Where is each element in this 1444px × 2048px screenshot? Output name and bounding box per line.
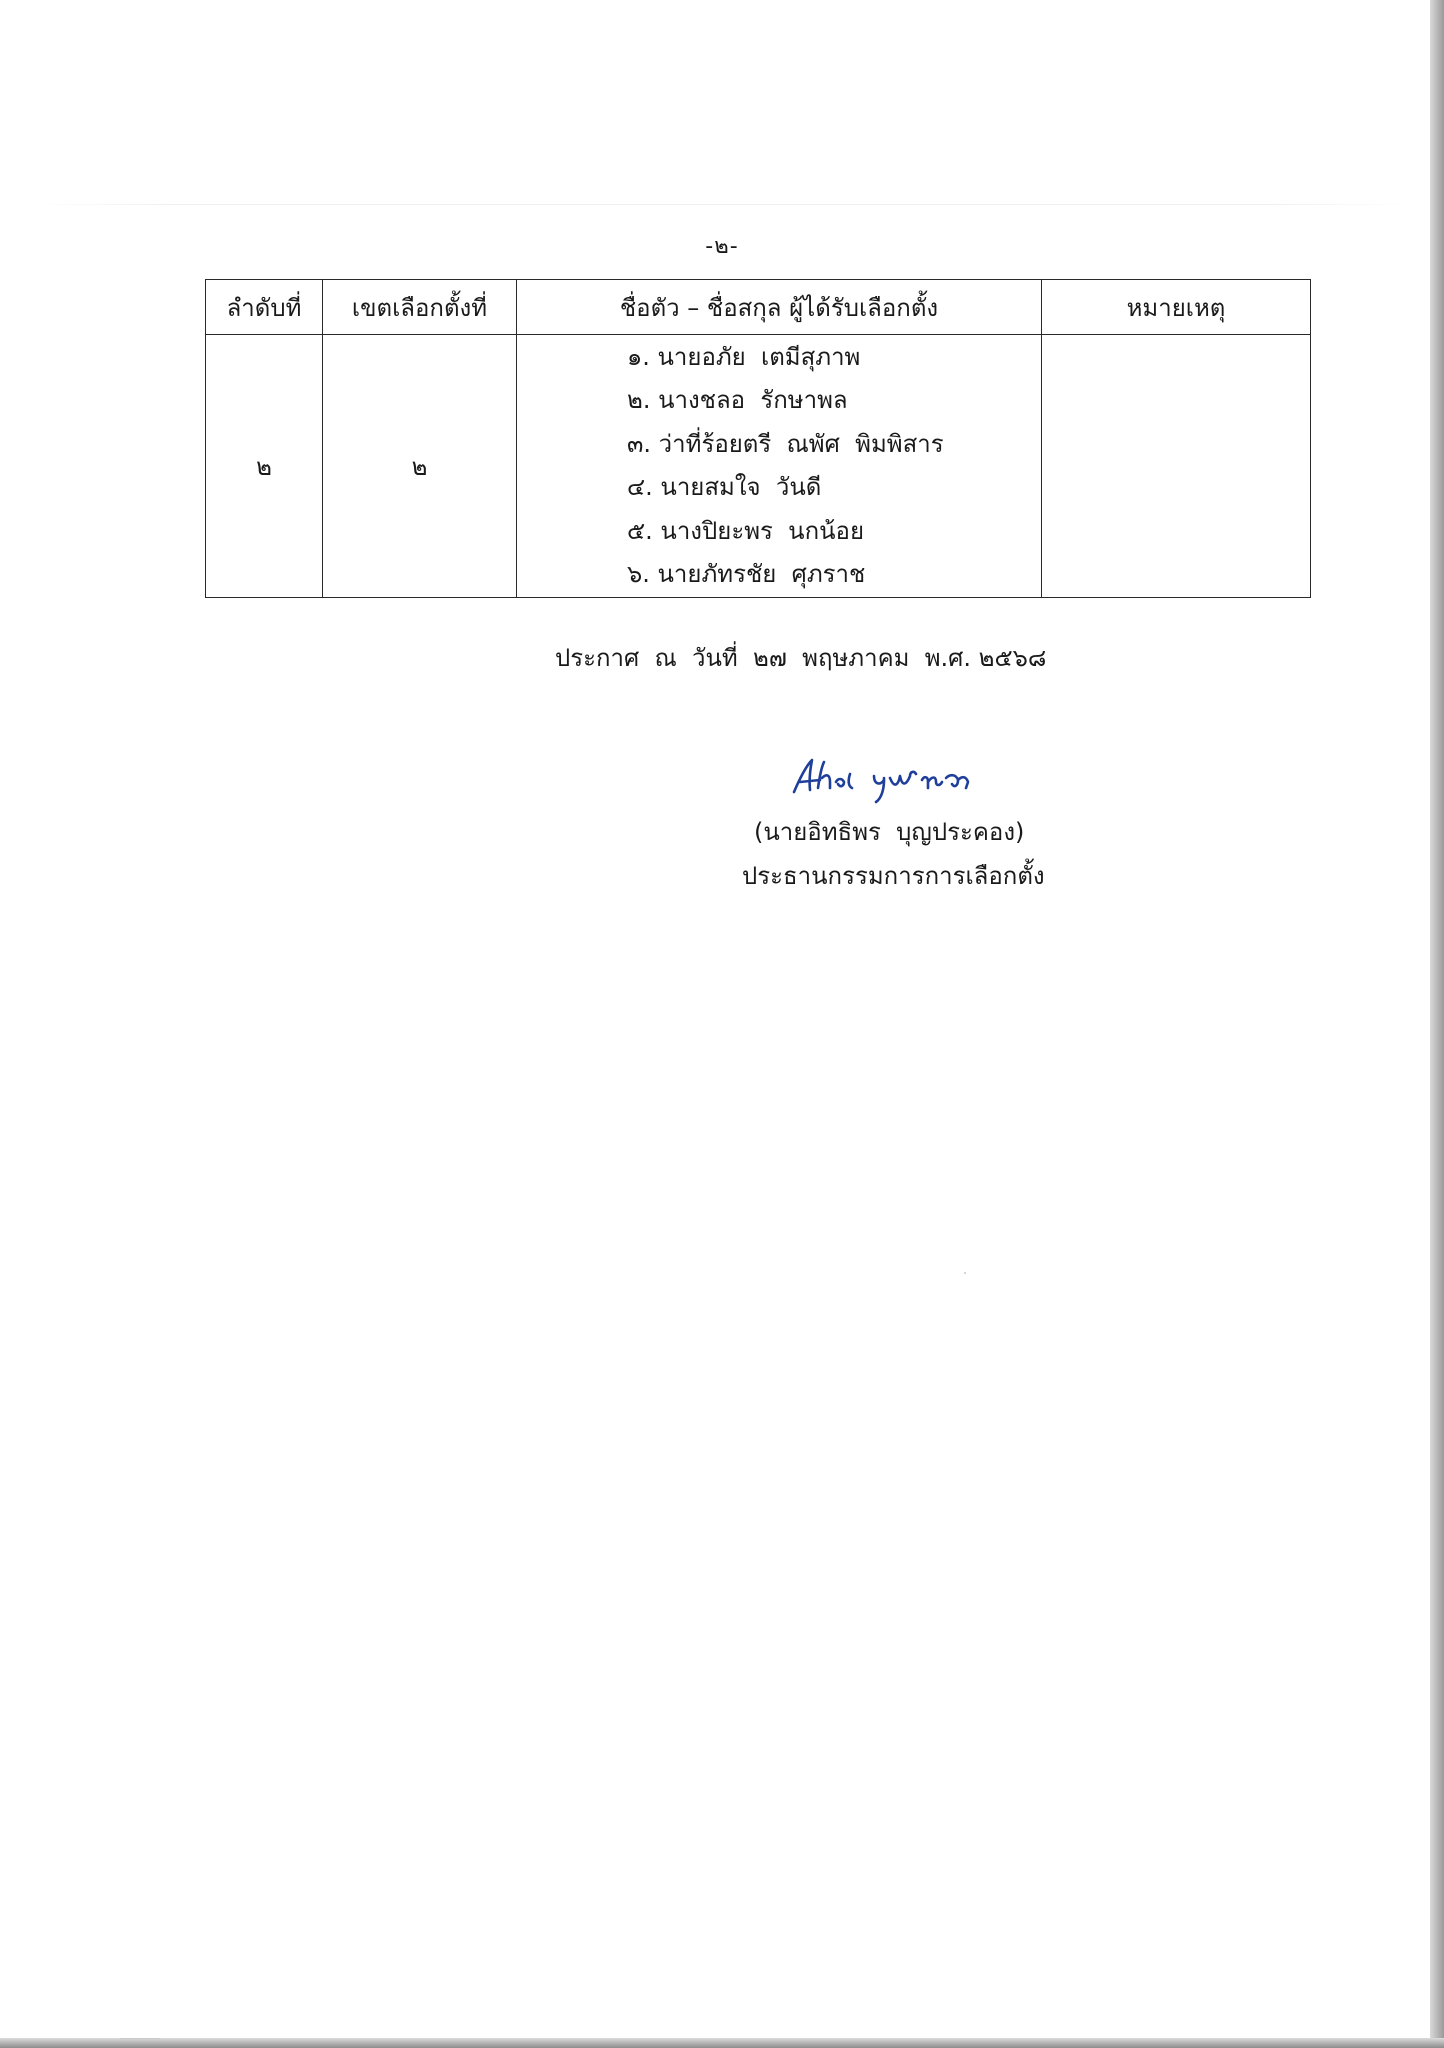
scan-faint-rule (30, 204, 1410, 205)
elected-name-5: ๕. นางปิยะพร นกน้อย (627, 516, 864, 545)
cell-district: ๒ (323, 335, 517, 598)
table-row (206, 335, 1311, 598)
elected-name-1: ๑. นายอภัย เตมีสุภาพ (627, 342, 861, 371)
elected-name-6: ๖. นายภัทรชัย ศุภราช (627, 560, 866, 588)
signer-name: (นายอิทธิพร บุญประคอง) (754, 818, 1025, 846)
table-header-row (206, 280, 1311, 335)
scan-speck (120, 2038, 160, 2039)
header-remark: หมายเหตุ (1042, 280, 1311, 335)
header-district: เขตเลือกตั้งที่ (323, 280, 517, 335)
elected-members-table (205, 279, 1311, 598)
signer-title: ประธานกรรมการการเลือกตั้ง (742, 862, 1045, 890)
page-edge-shadow-bottom (0, 2038, 1444, 2048)
header-order: ลำดับที่ (206, 280, 323, 335)
cell-order: ๒ (206, 335, 323, 598)
announcement-date: ประกาศ ณ วันที่ ๒๗ พฤษภาคม พ.ศ. ๒๕๖๘ (555, 644, 1047, 672)
page-number: -๒- (705, 234, 739, 259)
cell-remark (1042, 335, 1311, 598)
page-edge-shadow-right (1430, 0, 1444, 2048)
elected-name-3: ๓. ว่าที่ร้อยตรี ณพัศ พิมพิสาร (627, 429, 944, 458)
header-names: ชื่อตัว – ชื่อสกุล ผู้ได้รับเลือกตั้ง (517, 280, 1042, 335)
cell-names (517, 335, 1042, 598)
scan-speck (964, 1272, 966, 1274)
elected-name-4: ๔. นายสมใจ วันดี (627, 473, 822, 501)
handwritten-signature (790, 752, 990, 804)
elected-name-2: ๒. นางชลอ รักษาพล (627, 386, 848, 414)
